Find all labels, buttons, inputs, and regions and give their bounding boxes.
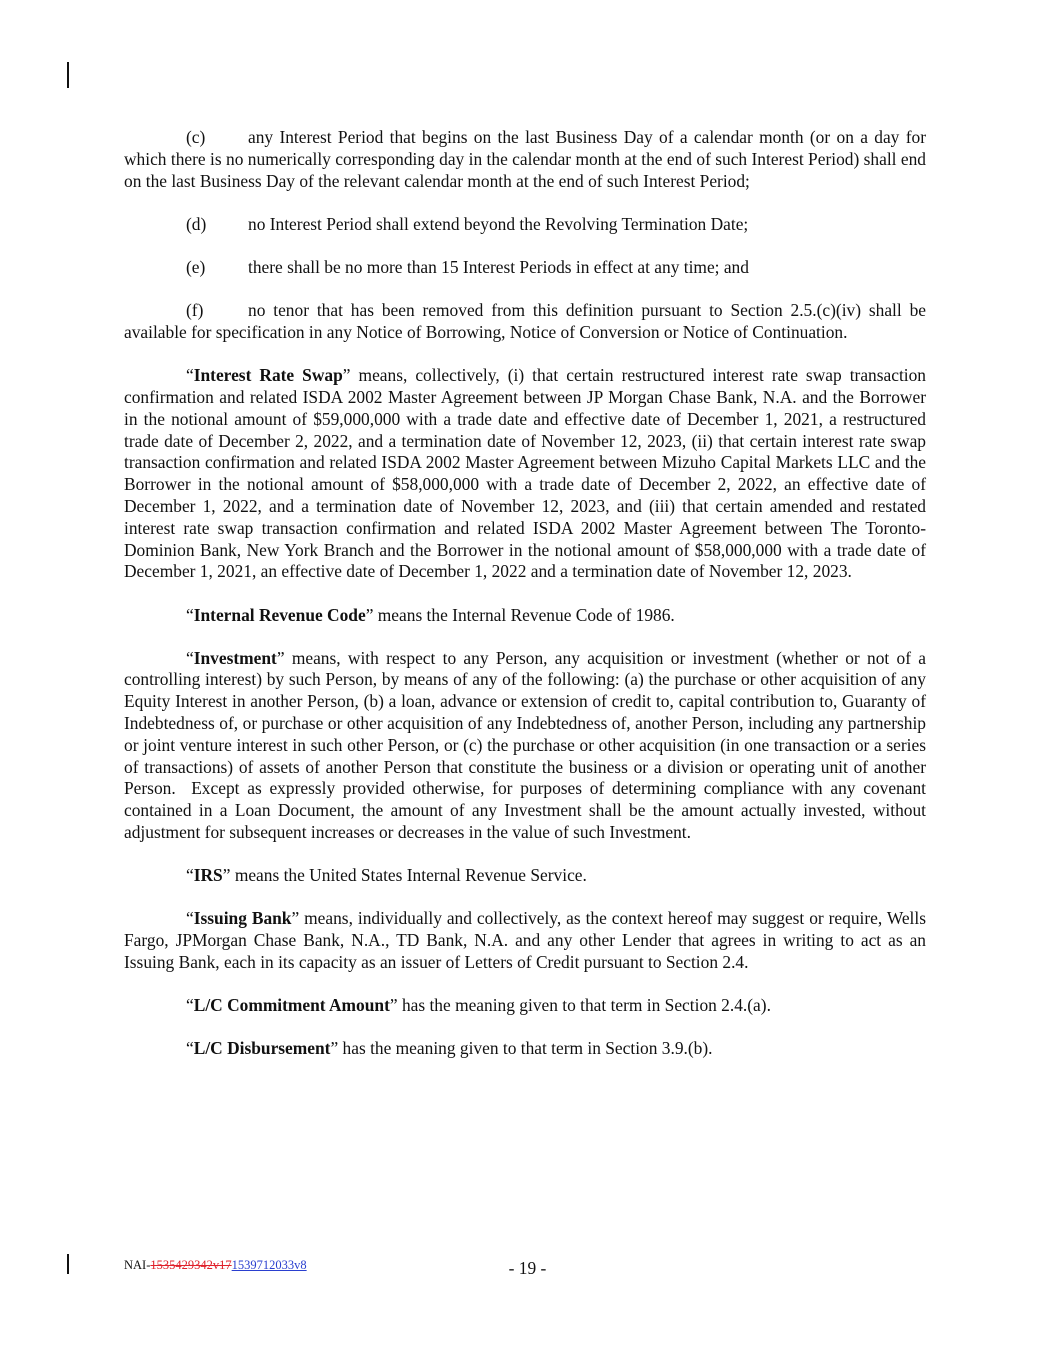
defined-term: Investment: [193, 647, 277, 668]
definition-issuing-bank: [124, 908, 926, 973]
open-quote: “: [186, 604, 194, 625]
definition-internal-revenue-code: [124, 605, 926, 627]
defined-term: IRS: [193, 865, 223, 886]
open-quote: “: [186, 865, 194, 886]
definition-irs: [124, 865, 926, 887]
definition-lc-disbursement: [124, 1038, 926, 1060]
change-bar-top: [67, 62, 69, 88]
open-quote: “: [186, 647, 194, 668]
close-quote: ”: [342, 365, 351, 386]
definition-text: has the meaning given to that term in Section 2.4.(a).: [397, 995, 771, 1016]
page-number-text: - 19 -: [508, 1258, 547, 1278]
document-id-deleted: 1535429342v17: [150, 1258, 232, 1272]
definition-investment: [124, 647, 931, 844]
definition-text: means the United States Internal Revenue Service.: [230, 865, 587, 886]
clause-text: any Interest Period that begins on the last Business Day of a calendar month (or on a day for which there is no numerically corresponding day in the calendar month at the end of such Interest Period) shall end on the last Business Day of the relevant calendar month at the end of such Interest Period;: [124, 127, 926, 191]
defined-term: Issuing Bank: [193, 908, 292, 929]
open-quote: “: [186, 995, 194, 1016]
definition-interest-rate-swap: [124, 365, 926, 583]
page-number: [0, 1258, 1055, 1279]
clause-e: [124, 257, 926, 279]
clause-label: (c): [186, 127, 206, 147]
clause-label: (d): [186, 213, 207, 234]
definition-text: has the meaning given to that term in Section 3.9.(b).: [338, 1038, 713, 1059]
definition-lc-commitment-amount: [124, 995, 926, 1017]
clause-c: [124, 127, 926, 192]
open-quote: “: [186, 908, 194, 929]
definition-text: means the Internal Revenue Code of 1986.: [373, 604, 675, 625]
clause-label: (f): [186, 300, 204, 321]
clause-d: [124, 214, 926, 236]
defined-term: Internal Revenue Code: [193, 604, 366, 625]
definition-text: means, individually and collectively, as the context hereof may suggest or require, Wells Fargo, JPMorgan Chase Bank, N.A., TD Bank, N.A. and any other Lender that agrees in writing to act as an Issuing Bank, each in its capacity as an issuer of Letters of Credit pursuant to Section 2.4.: [124, 908, 926, 973]
close-quote: ”: [222, 865, 231, 886]
clause-f: [124, 300, 926, 344]
defined-term: Interest Rate Swap: [193, 365, 343, 386]
close-quote: ”: [276, 647, 285, 668]
defined-term: L/C Commitment Amount: [193, 995, 390, 1016]
close-quote: ”: [330, 1038, 339, 1059]
definition-text: means, with respect to any Person, any acquisition or investment (whether or not of a controlling interest) by such Person, by means of any of the following: (a) the purchase or other acquisition of any Equity Interest in another Person, (b) a loan, advance or extension of credit to, capital contribution to, Guaranty of Indebtedness of, or purchase or other acquisition of any Indebtedness of, another Person, including any partnership or joint venture interest in such other Person, or (c) the purchase or other acquisition (in one transaction or a series of transactions) of assets of another Person that constitute the business or a division or operating unit of another Person. Except as expressly provided otherwise, for purposes of determining compliance with any covenant contained in a Loan Document, the amount of any Investment shall be the amount actually invested, without adjustment for subsequent increases or decreases in the value of such Investment.: [124, 647, 931, 843]
definition-text: means, collectively, (i) that certain restructured interest rate swap transaction confirmation and related ISDA 2002 Master Agreement between JP Morgan Chase Bank, N.A. and the Borrower in the notional amount of $59,000,000 with a trade date and effective date of December 1, 2021, a restructured trade date of December 2, 2022, and a termination date of November 12, 2023, (ii) that certain interest rate swap transaction confirmation and related ISDA 2002 Master Agreement between Mizuho Capital Markets LLC and the Borrower in the notional amount of $58,000,000 with a trade date of December 2, 2022, an effective date of December 1, 2022, and a termination date of November 12, 2023, and (iii) that certain amended and restated interest rate swap transaction confirmation and related ISDA 2002 Master Agreement between The Toronto-Dominion Bank, New York Branch and the Borrower in the notional amount of $58,000,000 with a trade date of December 1, 2021, an effective date of December 1, 2022 and a termination date of November 12, 2023.: [124, 365, 926, 582]
document-id-inserted: 1539712033v8: [231, 1258, 307, 1272]
clause-text: there shall be no more than 15 Interest Periods in effect at any time; and: [248, 256, 749, 277]
open-quote: “: [186, 1038, 194, 1059]
clause-label: (e): [186, 256, 206, 277]
clause-text: no Interest Period shall extend beyond the Revolving Termination Date;: [248, 213, 749, 234]
open-quote: “: [186, 365, 194, 386]
document-id-prefix: NAI-: [124, 1258, 151, 1272]
close-quote: ”: [365, 604, 374, 625]
clause-text: no tenor that has been removed from this definition pursuant to Section 2.5.(c)(iv) shall be available for specification in any Notice of Borrowing, Notice of Conversion or Notice of Continuation.: [124, 300, 926, 342]
close-quote: ”: [291, 908, 300, 929]
defined-term: L/C Disbursement: [193, 1038, 331, 1059]
close-quote: ”: [389, 995, 398, 1016]
document-body: [124, 127, 931, 1082]
